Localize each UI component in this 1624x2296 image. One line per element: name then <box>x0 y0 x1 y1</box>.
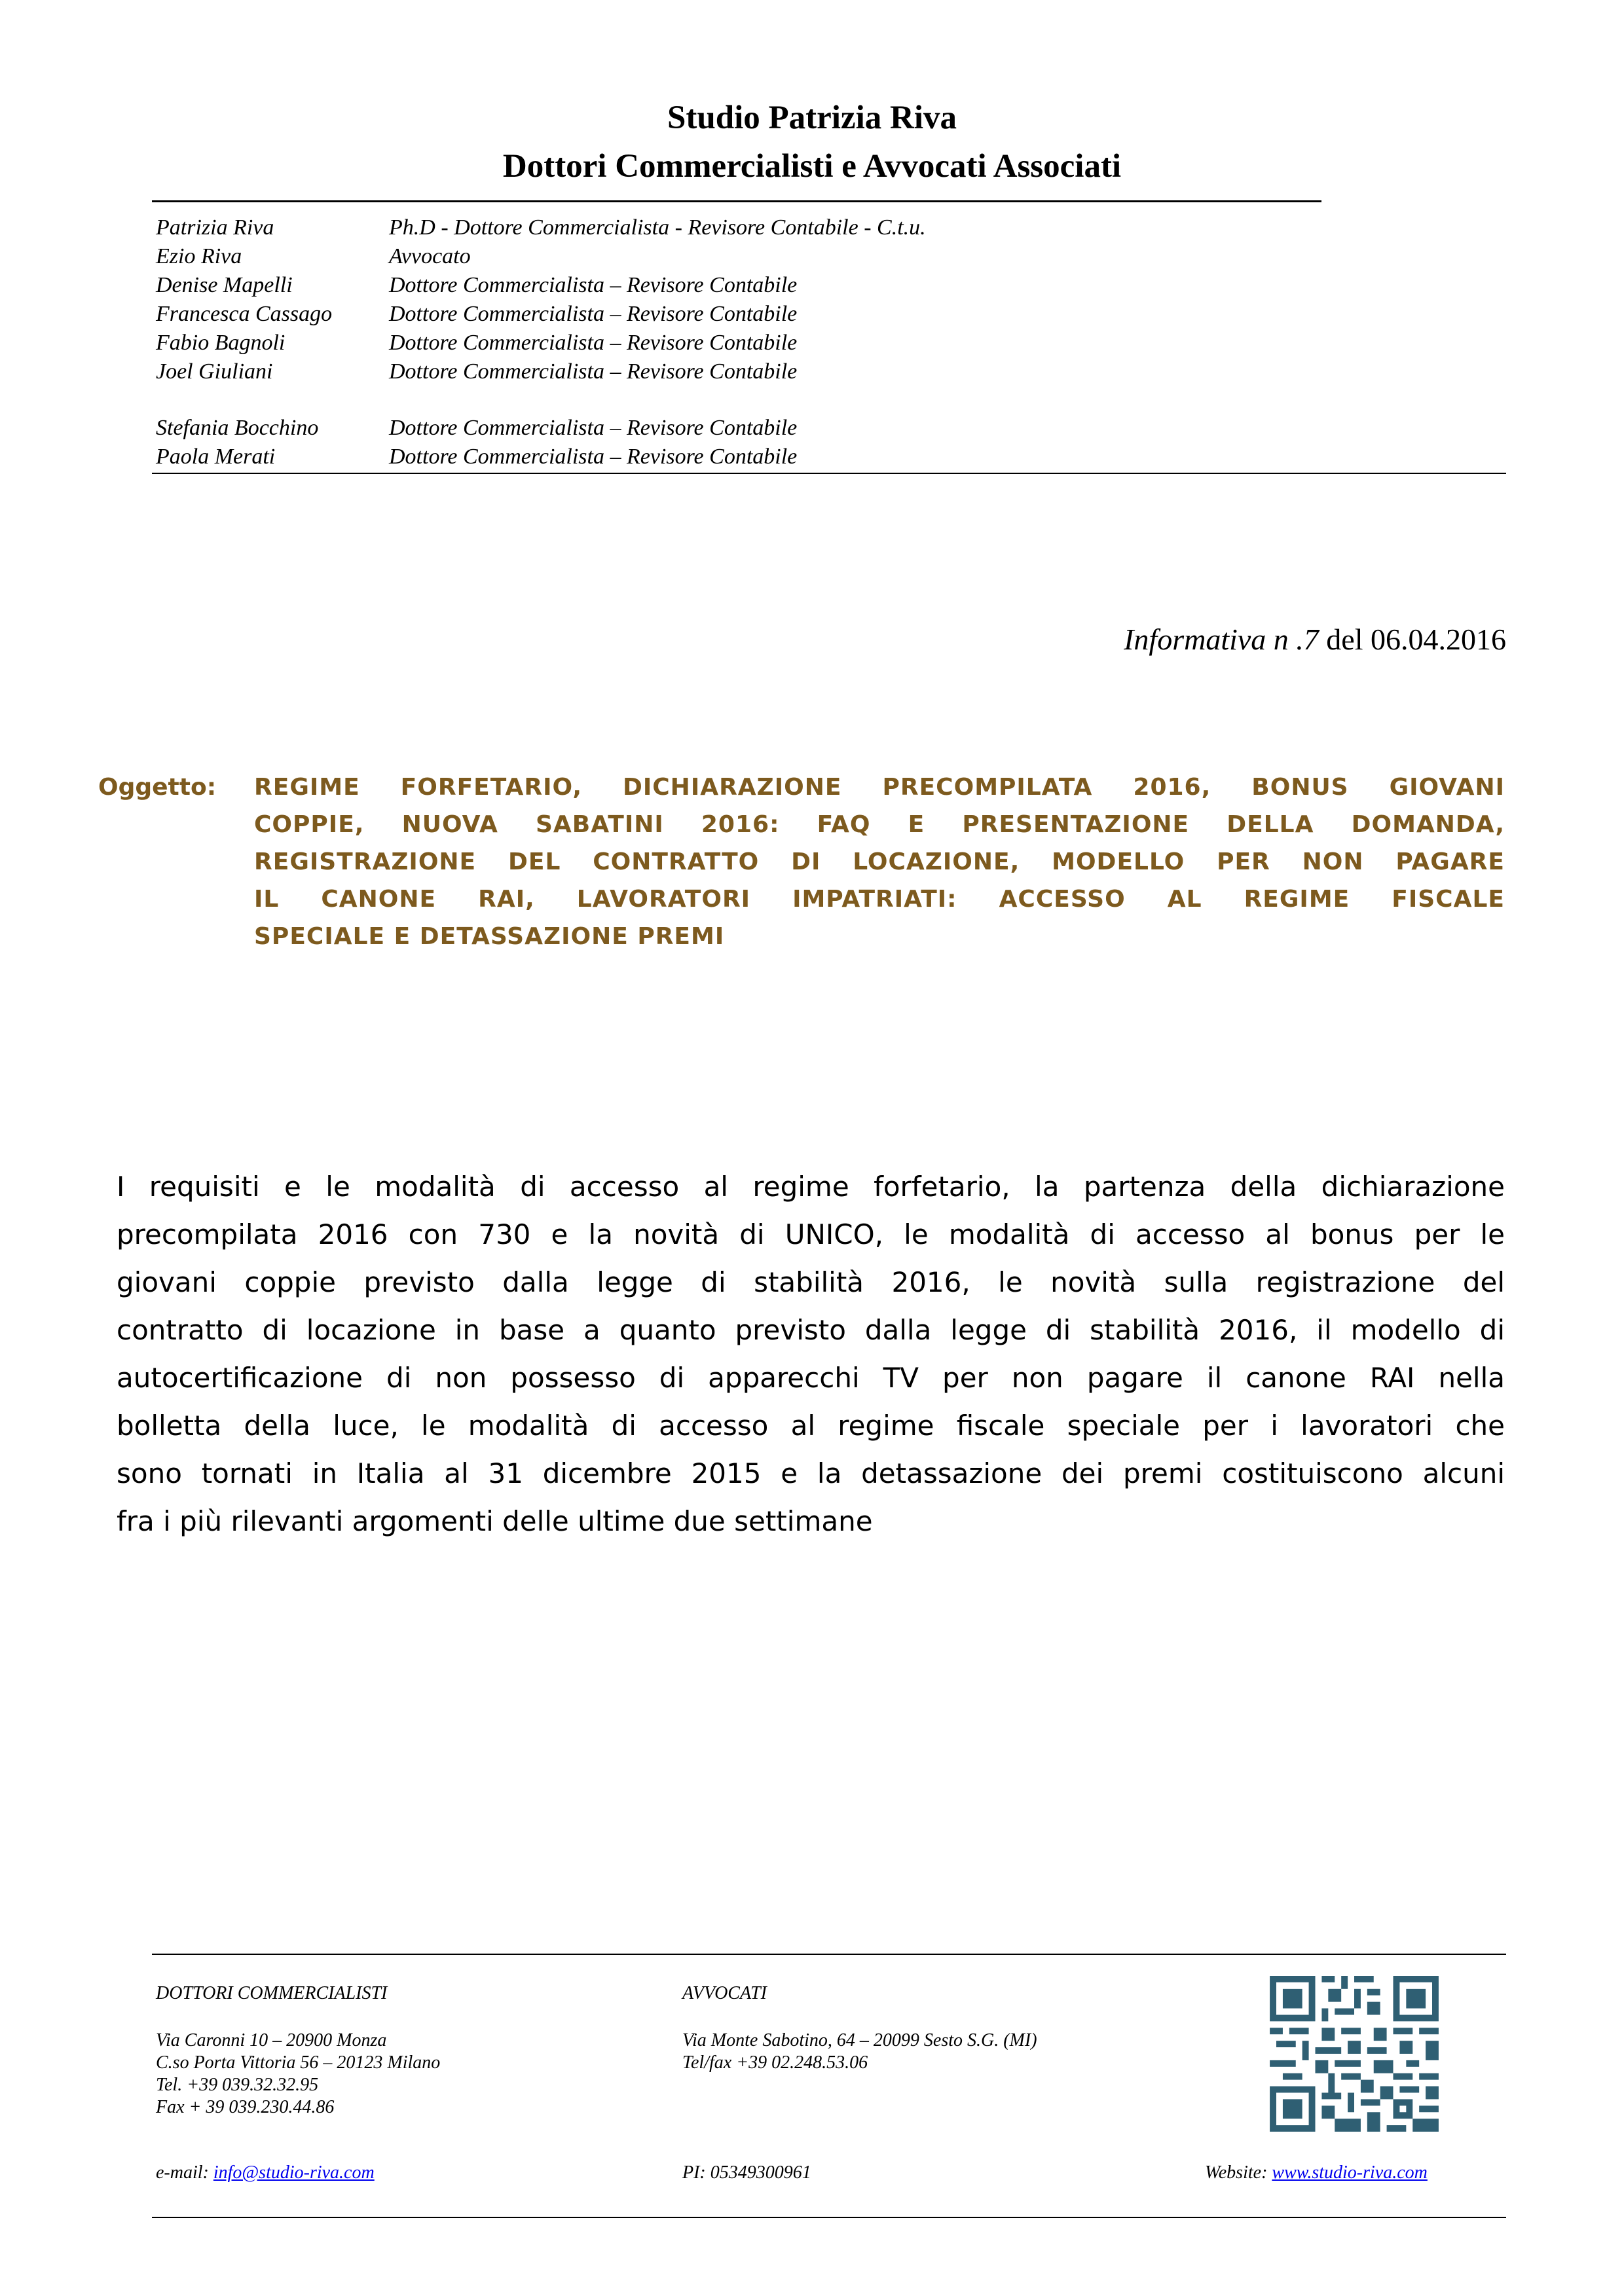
person-row <box>156 213 1335 242</box>
people-list <box>156 213 1335 471</box>
body-line: precompilata 2016 con 730 e la novità di UNICO, le modalità di accesso al bonus per le <box>117 1218 1505 1250</box>
footer-address-line: C.so Porta Vittoria 56 – 20123 Milano <box>156 2052 441 2073</box>
person-role: Dottore Commercialista – Revisore Contabile <box>389 359 798 384</box>
informativa-number: Informativa n .7 <box>1124 623 1319 656</box>
footer-address-line: Via Caronni 10 – 20900 Monza <box>156 2030 387 2050</box>
person-name: Joel Giuliani <box>156 359 273 384</box>
body-line: autocertificazione di non possesso di apparecchi TV per non pagare il canone RAI nella <box>117 1362 1505 1394</box>
person-row <box>156 414 1335 443</box>
informativa-line <box>1124 622 1506 657</box>
person-row <box>156 329 1335 357</box>
person-name: Fabio Bagnoli <box>156 331 286 355</box>
informativa-date: del 06.04.2016 <box>1326 623 1506 656</box>
person-role: Dottore Commercialista – Revisore Contabile <box>389 416 798 440</box>
footer-divider-top <box>152 1954 1506 1955</box>
footer-mid-heading: AVVOCATI <box>682 1983 767 2003</box>
footer-left-heading: DOTTORI COMMERCIALISTI <box>156 1983 388 2003</box>
person-name: Patrizia Riva <box>156 215 274 240</box>
body-line: sono tornati in Italia al 31 dicembre 2015 e la detassazione dei premi costituiscono alcuni <box>117 1457 1505 1489</box>
footer-phone: Tel/fax +39 02.248.53.06 <box>682 2052 868 2073</box>
subject-line: REGISTRAZIONE DEL CONTRATTO DI LOCAZIONE, MODELLO PER NON PAGARE <box>254 848 1505 875</box>
person-role: Avvocato <box>389 244 471 268</box>
person-row <box>156 357 1335 386</box>
subject-label: Oggetto: <box>98 774 217 801</box>
person-name: Stefania Bocchino <box>156 416 319 440</box>
firm-subtitle: Dottori Commercialisti e Avvocati Associati <box>502 148 1122 185</box>
qr-code-icon <box>1269 1976 1439 2132</box>
website-link[interactable]: www.studio-riva.com <box>1272 2162 1428 2183</box>
person-name: Ezio Riva <box>156 244 242 268</box>
subject-line: SPECIALE E DETASSAZIONE PREMI <box>254 923 725 950</box>
body-line: bolletta della luce, le modalità di accesso al regime fiscale speciale per i lavoratori che <box>117 1410 1505 1442</box>
person-name: Denise Mapelli <box>156 273 293 297</box>
person-row <box>156 271 1335 300</box>
body-line: I requisiti e le modalità di accesso al regime forfetario, la partenza della dichiarazione <box>117 1171 1505 1203</box>
website-label: Website: <box>1205 2162 1268 2183</box>
footer-website <box>1205 2162 1428 2184</box>
person-role: Dottore Commercialista – Revisore Contabile <box>389 445 798 469</box>
body-paragraph <box>117 1163 1505 1545</box>
footer-divider-bottom <box>152 2217 1506 2218</box>
footer-email <box>156 2162 375 2184</box>
footer-pi: PI: 05349300961 <box>682 2162 811 2183</box>
person-role: Dottore Commercialista – Revisore Contabile <box>389 273 798 297</box>
body-line: giovani coppie previsto dalla legge di stabilità 2016, le novità sulla registrazione del <box>117 1266 1505 1298</box>
people-divider <box>152 473 1506 474</box>
person-role: Dottore Commercialista – Revisore Contabile <box>389 302 798 326</box>
subject-text <box>254 769 1505 955</box>
person-role: Dottore Commercialista – Revisore Contabile <box>389 331 798 355</box>
footer-fax: Fax + 39 039.230.44.86 <box>156 2097 335 2117</box>
person-name: Paola Merati <box>156 445 276 469</box>
footer-phone: Tel. +39 039.32.32.95 <box>156 2075 319 2095</box>
person-row <box>156 443 1335 471</box>
body-line: fra i più rilevanti argomenti delle ultime due settimane <box>117 1505 873 1537</box>
email-link[interactable]: info@studio-riva.com <box>213 2162 375 2183</box>
header-divider <box>152 200 1321 202</box>
person-row <box>156 242 1335 271</box>
email-label: e-mail: <box>156 2162 209 2183</box>
person-name: Francesca Cassago <box>156 302 333 326</box>
person-role: Ph.D - Dottore Commercialista - Revisore Contabile - C.t.u. <box>389 215 926 240</box>
body-line: contratto di locazione in base a quanto previsto dalla legge di stabilità 2016, il modello di <box>117 1314 1505 1346</box>
subject-line: REGIME FORFETARIO, DICHIARAZIONE PRECOMPILATA 2016, BONUS GIOVANI <box>254 774 1505 801</box>
firm-name: Studio Patrizia Riva <box>667 100 957 136</box>
person-row <box>156 300 1335 329</box>
subject-line: IL CANONE RAI, LAVORATORI IMPATRIATI: ACCESSO AL REGIME FISCALE <box>254 886 1505 913</box>
subject-line: COPPIE, NUOVA SABATINI 2016: FAQ E PRESENTAZIONE DELLA DOMANDA, <box>254 811 1505 838</box>
footer-address-line: Via Monte Sabotino, 64 – 20099 Sesto S.G. (MI) <box>682 2030 1037 2050</box>
